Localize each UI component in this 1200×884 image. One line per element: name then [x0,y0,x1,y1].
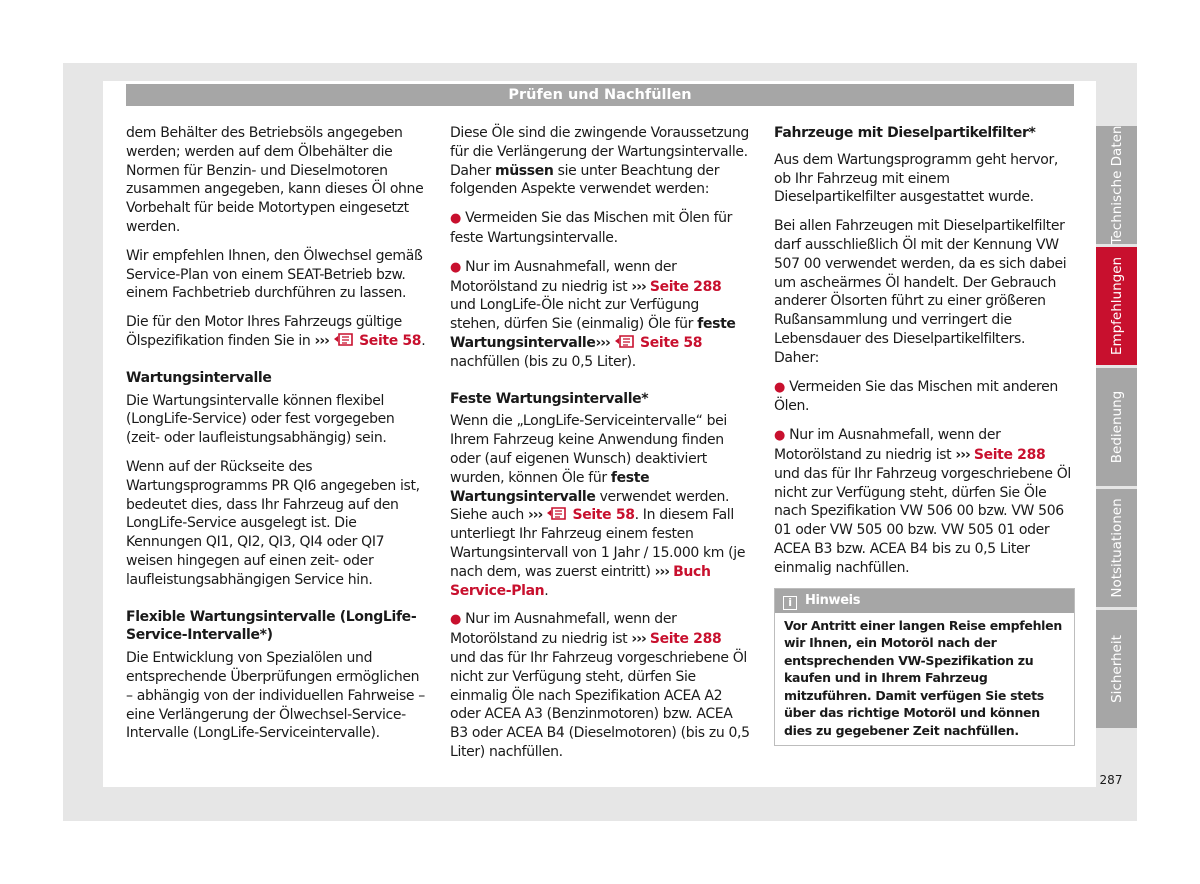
page-number: 287 [1099,773,1123,787]
bullet-icon: ● [450,612,461,628]
tab-sicherheit[interactable]: Sicherheit [1096,610,1137,728]
bullet-icon: ● [450,211,461,227]
page-reference-icon [614,334,636,349]
paragraph: Die Entwicklung von Spezialölen und entsprechende Überprüfungen ermöglichen – abhängig von der individuellen Fahrweise – eine Verlängerung der Ölwechsel-Service-Intervalle (LongLife-Serviceintervalle). [126,650,425,742]
paragraph: dem Behälter des Betriebsöls angegeben werden; werden auf dem Ölbehälter die Normen für Benzin- und Dieselmotoren zusammen angegeben, kann dieses Öl ohne Vorbehalt für beide Motortypen eingesetzt werden. [126,125,424,235]
arrow-marker: ››› [955,446,970,463]
column-2 [450,124,750,772]
column-3 [774,124,1074,746]
bullet-item: ● Nur im Ausnahmefall, wenn der Motorölstand zu niedrig ist ››› Seite 288 und das für Ihr Fahrzeug vorgeschriebene Öl nicht zur Verfügung steht, dürfen Sie einmalig Öle nach Spezifikation ACEA A2 oder ACEA A3 (Benzinmotoren) bzw. ACEA B3 oder ACEA B4 (Dieselmotoren) (bis zu 0,5 Liter) nachfüllen. [450,611,750,760]
arrow-marker: ››› [631,631,646,648]
arrow-marker: ››› [314,332,329,349]
bullet-item: ● Vermeiden Sie das Mischen mit anderen Ölen. [774,378,1058,415]
page-link[interactable]: Seite 288 [973,446,1046,463]
note-header: i Hinweis [775,589,1074,613]
column-1 [126,124,426,753]
arrow-marker: ››› [595,334,610,351]
page-link[interactable]: Seite 288 [649,631,722,648]
bullet-item: ● Vermeiden Sie das Mischen mit Ölen für feste Wartungsintervalle. [450,210,733,246]
book-link[interactable]: Buch Service-Plan [450,563,711,599]
arrow-marker: ››› [631,278,646,295]
page-link[interactable]: Seite 58 [572,507,635,524]
section-header: Prüfen und Nachfüllen [126,84,1074,106]
tab-bedienung[interactable]: Bedienung [1096,368,1137,486]
bullet-item: ● Nur im Ausnahmefall, wenn der Motorölstand zu niedrig ist ››› Seite 288 und LongLife-Öle nicht zur Verfügung stehen, dürfen Sie (einmalig) Öle für feste Wartungsintervalle››› Seite 58 nachfüllen (bis zu 0,5 Liter). [450,258,736,370]
paragraph: Die Wartungsintervalle können flexibel (LongLife-Service) oder fest vorgegeben (zeit- oder laufleistungsabhängig) sein. [126,392,395,447]
note-box [774,588,1075,747]
paragraph: Aus dem Wartungsprogramm geht hervor, ob Ihr Fahrzeug mit einem Dieselpartikelfilter ausgestattet wurde. [774,151,1058,206]
page-link[interactable]: Seite 288 [649,278,722,295]
subheading: Wartungsintervalle [126,369,272,386]
bullet-icon: ● [774,379,785,395]
page-reference-icon [333,332,355,347]
paragraph: Wenn die „LongLife-Serviceintervalle“ bei Ihrem Fahrzeug keine Anwendung finden oder (auf eigenen Wunsch) deaktiviert wurden, können Öle für feste Wartungsintervalle verwendet werden. Siehe auch ››› Seite 58. In diesem Fall unterliegt Ihr Fahrzeug einem festen Wartungsintervall von 1 Jahr / 15.000 km (je nach dem, was zuerst eintritt) ››› Buch Service-Plan. [450,413,746,599]
tab-empfehlungen[interactable]: Empfehlungen [1096,247,1137,365]
arrow-marker: ››› [527,507,543,524]
paragraph: Die für den Motor Ihres Fahrzeugs gültige Ölspezifikation finden Sie in ››› Seite 58. [126,314,426,349]
info-icon: i [783,596,797,610]
subheading: Fahrzeuge mit Dieselpartikelfilter* [774,125,1036,141]
arrow-marker: ››› [654,563,669,580]
subheading: Feste Wartungsintervalle* [450,390,649,407]
note-text: Vor Antritt einer langen Reise empfehlen wir Ihnen, ein Motoröl nach der entsprechenden VW-Spezifikation zu kaufen und in Ihrem Fahrzeug mitzuführen. Damit verfügen Sie stets über das richtige Motoröl und können dies zu gegebener Zeit nachfüllen. [784,617,1062,738]
paragraph: Wir empfehlen Ihnen, den Ölwechsel gemäß Service-Plan von einem SEAT-Betrieb bzw. einem Fachbetrieb durchführen zu lassen. [126,247,423,302]
bullet-icon: ● [450,259,461,275]
tab-notsituationen[interactable]: Notsituationen [1096,489,1137,607]
paragraph: Wenn auf der Rückseite des Wartungsprogramms PR QI6 angegeben ist, bedeutet dies, dass Ihr Fahrzeug auf den LongLife-Service ausgelegt ist. Die Kennungen QI1, QI2, QI3, QI4 oder QI7 weisen hingegen auf einen zeit- oder laufleistungsabhängigen Service hin. [126,458,420,588]
subheading: Flexible Wartungsintervalle (LongLife-Service-Intervalle*) [126,608,417,644]
bullet-icon: ● [774,428,785,444]
paragraph: Diese Öle sind die zwingende Voraussetzung für die Verlängerung der Wartungsintervalle. Daher müssen sie unter Beachtung der folgenden Aspekte verwendet werden: [450,125,749,198]
bullet-item: ● Nur im Ausnahmefall, wenn der Motorölstand zu niedrig ist ››› Seite 288 und das für Ihr Fahrzeug vorgeschriebene Öl nicht zur Verfügung steht, dürfen Sie Öle nach Spezifikation VW 506 00 bzw. VW 506 01 oder VW 505 00 bzw. VW 505 01 oder ACEA B3 bzw. ACEA B4 bis zu 0,5 Liter einmalig nachfüllen. [774,427,1071,576]
paragraph: Bei allen Fahrzeugen mit Dieselpartikelfilter darf ausschließlich Öl mit der Kennung VW 507 00 verwendet werden, da es sich dabei um ascheärmes Öl handelt. Der Gebrauch anderer Ölsorten führt zu einer größeren Rußansammlung und verringert die Lebensdauer des Dieselpartikelfilters. Daher: [774,218,1067,366]
page-link[interactable]: Seite 58 [640,334,703,351]
tab-technische-daten[interactable]: Technische Daten [1096,126,1137,244]
page-link[interactable]: Seite 58 [359,332,422,349]
page-reference-icon [546,506,568,521]
